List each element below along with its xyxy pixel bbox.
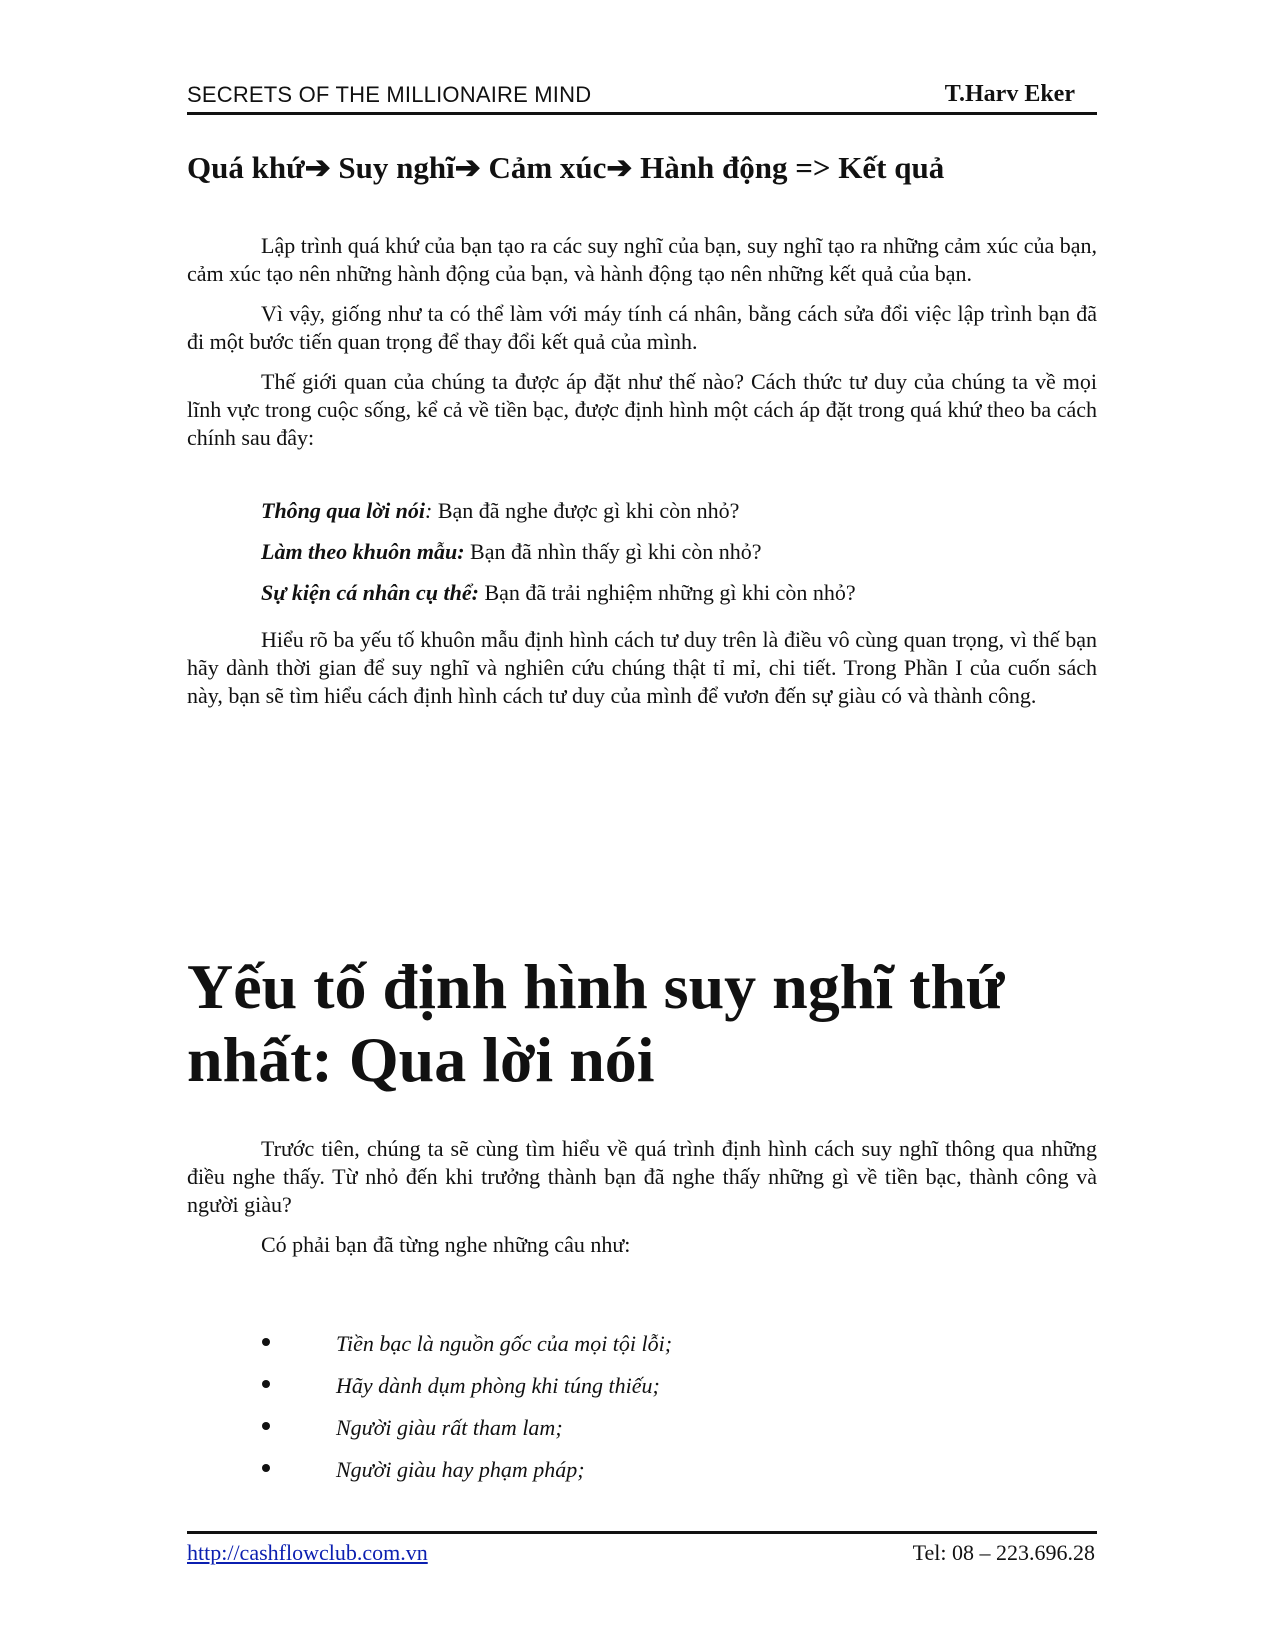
intro-section xyxy=(187,232,1097,464)
cause-item xyxy=(261,579,856,607)
chapter-paragraph: Có phải bạn đã từng nghe những câu như: xyxy=(261,1232,631,1257)
flow-heading: Quá khứ➔ Suy nghĩ➔ Cảm xúc➔ Hành động => Kết quả xyxy=(187,150,945,185)
chapter-body xyxy=(187,1135,1097,1271)
causes-list xyxy=(261,497,856,620)
intro-paragraph: Lập trình quá khứ của bạn tạo ra các suy nghĩ của bạn, suy nghĩ tạo ra những cảm xúc của bạn, cảm xúc tạo nên những hành động của bạn, và hành động tạo nên những kết quả của bạn. xyxy=(187,233,1097,286)
page-header xyxy=(187,78,1097,115)
bullet-icon xyxy=(262,1422,270,1430)
page-footer xyxy=(187,1531,1097,1574)
website-link[interactable]: http://cashflowclub.com.vn xyxy=(187,1540,428,1565)
cause-item xyxy=(261,497,856,525)
book-title: SECRETS OF THE MILLIONAIRE MIND xyxy=(187,82,592,107)
intro-paragraph: Vì vậy, giống như ta có thể làm với máy tính cá nhân, bằng cách sửa đổi việc lập trình bạn đã đi một bước tiến quan trọng để thay đổi kết quả của mình. xyxy=(187,301,1097,354)
summary-paragraph: Hiểu rõ ba yếu tố khuôn mẫu định hình cách tư duy trên là điều vô cùng quan trọng, vì thế bạn hãy dành thời gian để suy nghĩ và nghiên cứu chúng thật tỉ mỉ, chi tiết. Trong Phần I của cuốn sách này, bạn sẽ tìm hiểu cách định hình cách tư duy của mình để vươn đến sự giàu có và thành công. xyxy=(187,627,1097,708)
cause-label: Sự kiện cá nhân cụ thể: xyxy=(261,580,479,605)
chapter-title xyxy=(187,950,1087,1096)
intro-paragraph: Thế giới quan của chúng ta được áp đặt như thế nào? Cách thức tư duy của chúng ta về mọi lĩnh vực trong cuộc sống, kể cả về tiền bạc, được định hình một cách áp đặt trong quá khứ theo ba cách chính sau đây: xyxy=(187,369,1097,450)
bullet-icon xyxy=(262,1380,270,1388)
cause-text: Bạn đã trải nghiệm những gì khi còn nhỏ? xyxy=(478,580,856,605)
cause-text: Bạn đã nhìn thấy gì khi còn nhỏ? xyxy=(464,539,762,564)
author-name: T.Harv Eker xyxy=(944,81,1075,107)
cause-text: Bạn đã nghe được gì khi còn nhỏ? xyxy=(432,498,740,523)
cause-item xyxy=(261,538,856,566)
cause-label: Làm theo khuôn mẫu: xyxy=(261,539,465,564)
phone-number: Tel: 08 – 223.696.28 xyxy=(912,1540,1095,1565)
bullet-icon xyxy=(262,1464,270,1472)
chapter-paragraph: Trước tiên, chúng ta sẽ cùng tìm hiểu về quá trình định hình cách suy nghĩ thông qua những điều nghe thấy. Từ nhỏ đến khi trưởng thành bạn đã nghe thấy những gì về tiền bạc, thành công và người giàu? xyxy=(187,1136,1097,1217)
chapter-title-line: nhất: Qua lời nói xyxy=(187,1024,655,1095)
summary-section xyxy=(187,626,1097,722)
saying-text: Hãy dành dụm phòng khi túng thiếu; xyxy=(336,1373,660,1398)
saying-text: Tiền bạc là nguồn gốc của mọi tội lỗi; xyxy=(336,1331,673,1356)
chapter-title-line: Yếu tố định hình suy nghĩ thứ xyxy=(187,951,1005,1022)
saying-text: Người giàu rất tham lam; xyxy=(336,1415,563,1440)
cause-label: Thông qua lời nói xyxy=(261,498,426,523)
bullet-icon xyxy=(262,1338,270,1346)
cause-sep: : xyxy=(425,498,433,523)
saying-text: Người giàu hay phạm pháp; xyxy=(336,1457,585,1482)
